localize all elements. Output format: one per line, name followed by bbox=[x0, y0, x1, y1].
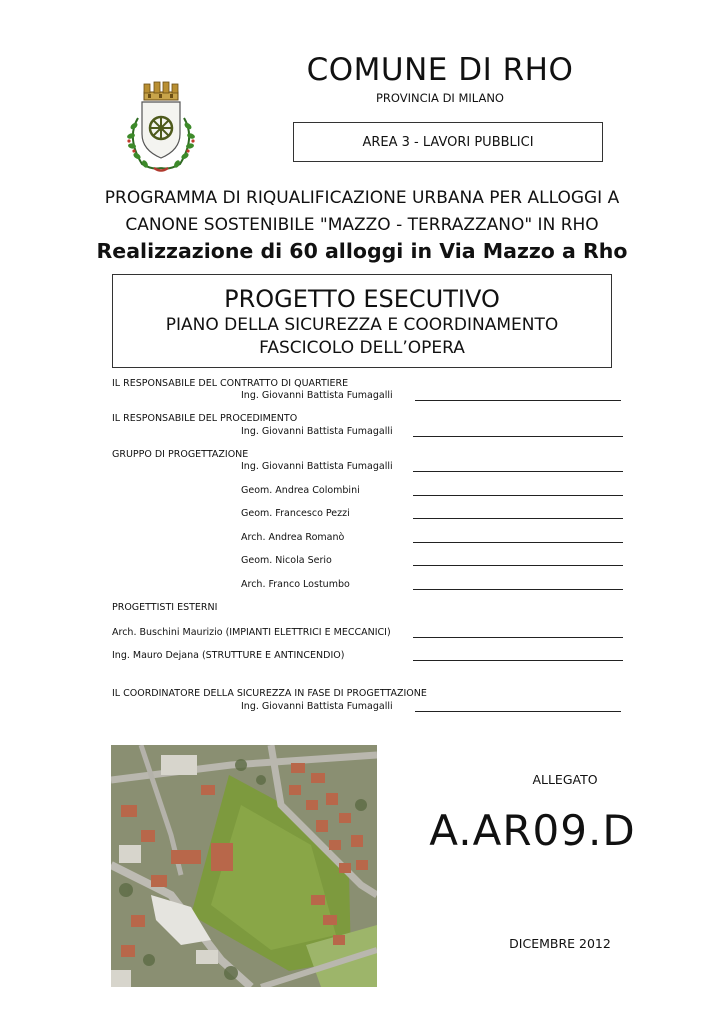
role-gruppo: GRUPPO DI PROGETTAZIONE bbox=[112, 449, 249, 460]
name-gruppo-member: Geom. Andrea Colombini bbox=[241, 485, 360, 496]
signature-line bbox=[415, 400, 621, 401]
name-procedimento: Ing. Giovanni Battista Fumagalli bbox=[241, 426, 393, 437]
progetto-line-1: PIANO DELLA SICUREZZA E COORDINAMENTO bbox=[165, 315, 559, 335]
allegato-label: ALLEGATO bbox=[532, 772, 598, 787]
role-procedimento: IL RESPONSABILE DEL PROCEDIMENTO bbox=[112, 413, 298, 424]
signature-line bbox=[413, 565, 623, 566]
name-gruppo-member: Ing. Giovanni Battista Fumagalli bbox=[241, 461, 393, 472]
name-gruppo-member: Arch. Andrea Romanò bbox=[241, 532, 345, 543]
name-esterno: Arch. Buschini Maurizio (IMPIANTI ELETTRICI E MECCANICI) bbox=[112, 627, 391, 638]
role-coordinatore: IL COORDINATORE DELLA SICUREZZA IN FASE DI PROGETTAZIONE bbox=[112, 688, 427, 699]
progetto-box bbox=[112, 274, 612, 368]
signature-line bbox=[415, 711, 621, 712]
name-contratto: Ing. Giovanni Battista Fumagalli bbox=[241, 390, 393, 401]
name-coordinatore: Ing. Giovanni Battista Fumagalli bbox=[241, 701, 393, 712]
name-gruppo-member: Geom. Nicola Serio bbox=[241, 555, 332, 566]
crown-icon bbox=[144, 82, 178, 100]
name-esterno: Ing. Mauro Dejana (STRUTTURE E ANTINCENDIO) bbox=[112, 650, 345, 661]
name-gruppo-member: Geom. Francesco Pezzi bbox=[241, 508, 350, 519]
allegato-code: A.AR09.D bbox=[429, 806, 636, 855]
aerial-photo bbox=[111, 745, 377, 987]
signature-line bbox=[413, 471, 623, 472]
programma-line-2: CANONE SOSTENIBILE "MAZZO - TERRAZZANO" IN RHO bbox=[125, 215, 599, 235]
signature-line bbox=[413, 589, 623, 590]
progetto-line-2: FASCICOLO DELL’OPERA bbox=[259, 338, 465, 358]
signature-line bbox=[413, 436, 623, 437]
signature-line bbox=[413, 518, 623, 519]
signature-line bbox=[413, 637, 623, 638]
provincia-subtitle: PROVINCIA DI MILANO bbox=[376, 91, 504, 105]
realizzazione-heading: Realizzazione di 60 alloggi in Via Mazzo a Rho bbox=[96, 239, 628, 263]
comune-title: COMUNE DI RHO bbox=[306, 52, 574, 88]
signature-line bbox=[413, 660, 623, 661]
signature-line bbox=[413, 495, 623, 496]
signature-line bbox=[413, 542, 623, 543]
role-contratto: IL RESPONSABILE DEL CONTRATTO DI QUARTIERE bbox=[112, 378, 349, 389]
name-gruppo-member: Arch. Franco Lostumbo bbox=[241, 579, 350, 590]
coat-of-arms-icon bbox=[112, 78, 208, 178]
area-label: AREA 3 - LAVORI PUBBLICI bbox=[362, 134, 534, 150]
progetto-title: PROGETTO ESECUTIVO bbox=[224, 285, 500, 313]
document-date: DICEMBRE 2012 bbox=[509, 936, 611, 951]
programma-line-1: PROGRAMMA DI RIQUALIFICAZIONE URBANA PER ALLOGGI A bbox=[104, 188, 620, 208]
role-esterni: PROGETTISTI ESTERNI bbox=[112, 602, 218, 613]
area-box bbox=[293, 122, 603, 162]
